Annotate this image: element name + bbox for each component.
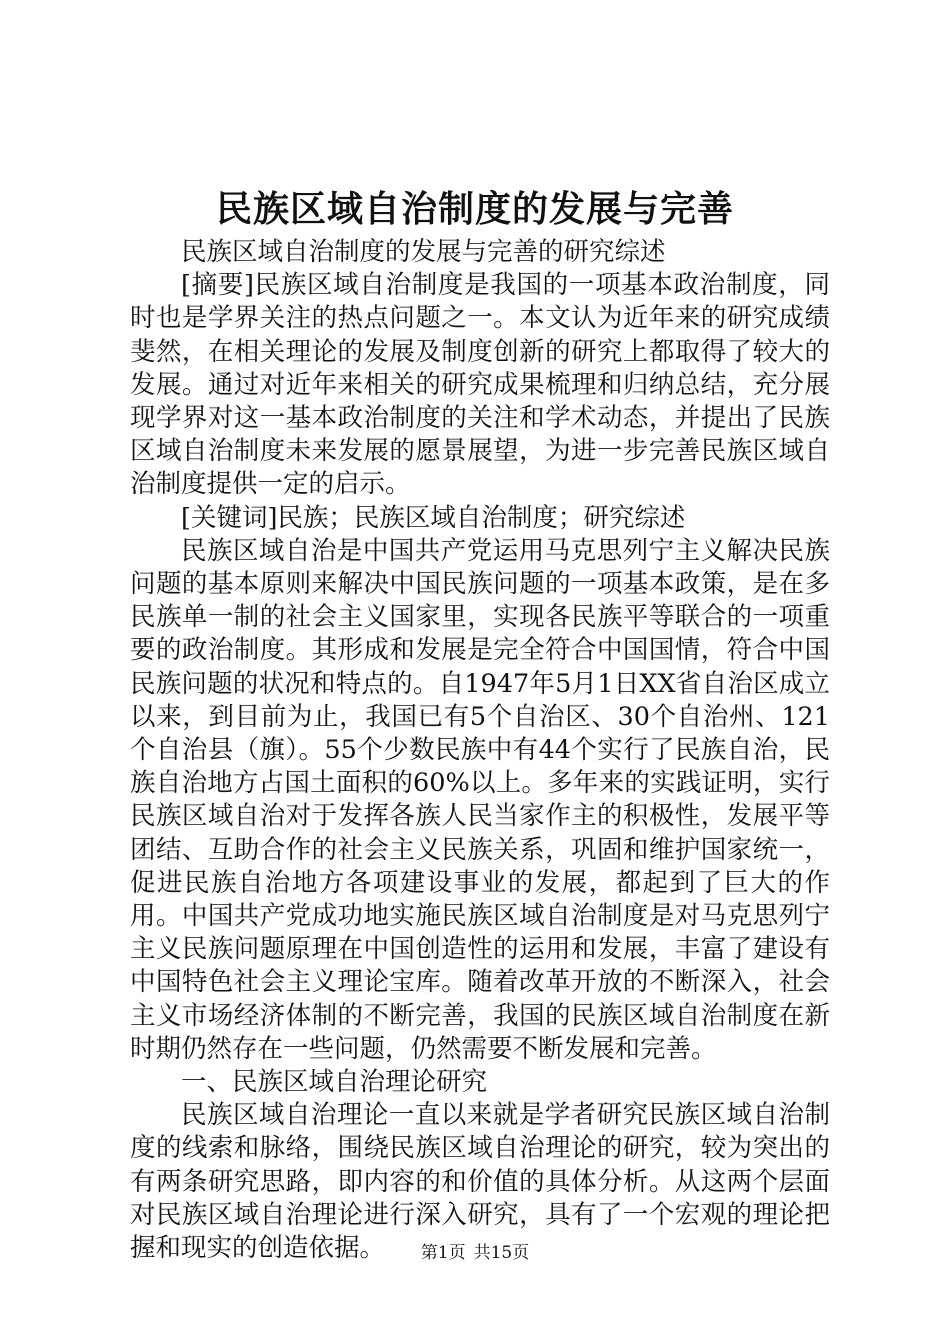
page-number: 第1页 [420, 1243, 466, 1263]
page-footer [0, 1242, 950, 1264]
keywords-paragraph: [关键词]民族；民族区域自治制度；研究综述 [181, 502, 686, 533]
document-title: 民族区域自治制度的发展与完善 [215, 188, 734, 230]
abstract-paragraph: [摘要]民族区域自治制度是我国的一项基本政治制度，同时也是学界关注的热点问题之一。本文认为近年来的研究成绩斐然，在相关理论的发展及制度创新的研究上都取得了较大的发展。通过对近年来相关的研究成果梳理和归纳总结，充分展现学界对这一基本政治制度的关注和学术动态，并提出了民族区域自治制度未来发展的愿景展望，为进一步完善民族区域自治制度提供一定的启示。 [130, 270, 830, 500]
section-heading: 一、民族区域自治理论研究 [181, 1067, 488, 1098]
page-total: 共15页 [473, 1243, 530, 1263]
section-paragraph: 民族区域自治理论一直以来就是学者研究民族区域自治制度的线索和脉络，围绕民族区域自治理论的研究，较为突出的有两条研究思路，即内容的和价值的具体分析。从这两个层面对民族区域自治理论进行深入研究，具有了一个宏观的理论把握和现实的创造依据。 [130, 1100, 830, 1264]
document-body [130, 236, 830, 1265]
subtitle-paragraph: 民族区域自治制度的发展与完善的研究综述 [181, 237, 666, 267]
intro-paragraph: 民族区域自治是中国共产党运用马克思列宁主义解决民族问题的基本原则来解决中国民族问题的一项基本政策，是在多民族单一制的社会主义国家里，实现各民族平等联合的一项重要的政治制度。其形成和发展是完全符合中国国情，符合中国民族问题的状况和特点的。自1947年5月1日XX省自治区成立以来，到目前为止，我国已有5个自治区、30个自治州、121个自治县（旗）。55个少数民族中有44个实行了民族自治，民族自治地方占国土面积的60%以上。多年来的实践证明，实行民族区域自治对于发挥各族人民当家作主的积极性，发展平等团结、互助合作的社会主义民族关系，巩固和维护国家统一，促进民族自治地方各项建设事业的发展，都起到了巨大的作用。中国共产党成功地实施民族区域自治制度是对马克思列宁主义民族问题原理在中国创造性的运用和发展，丰富了建设有中国特色社会主义理论宝库。随着改革开放的不断深入，社会主义市场经济体制的不断完善，我国的民族区域自治制度在新时期仍然存在一些问题，仍然需要不断发展和完善。 [130, 535, 830, 1064]
